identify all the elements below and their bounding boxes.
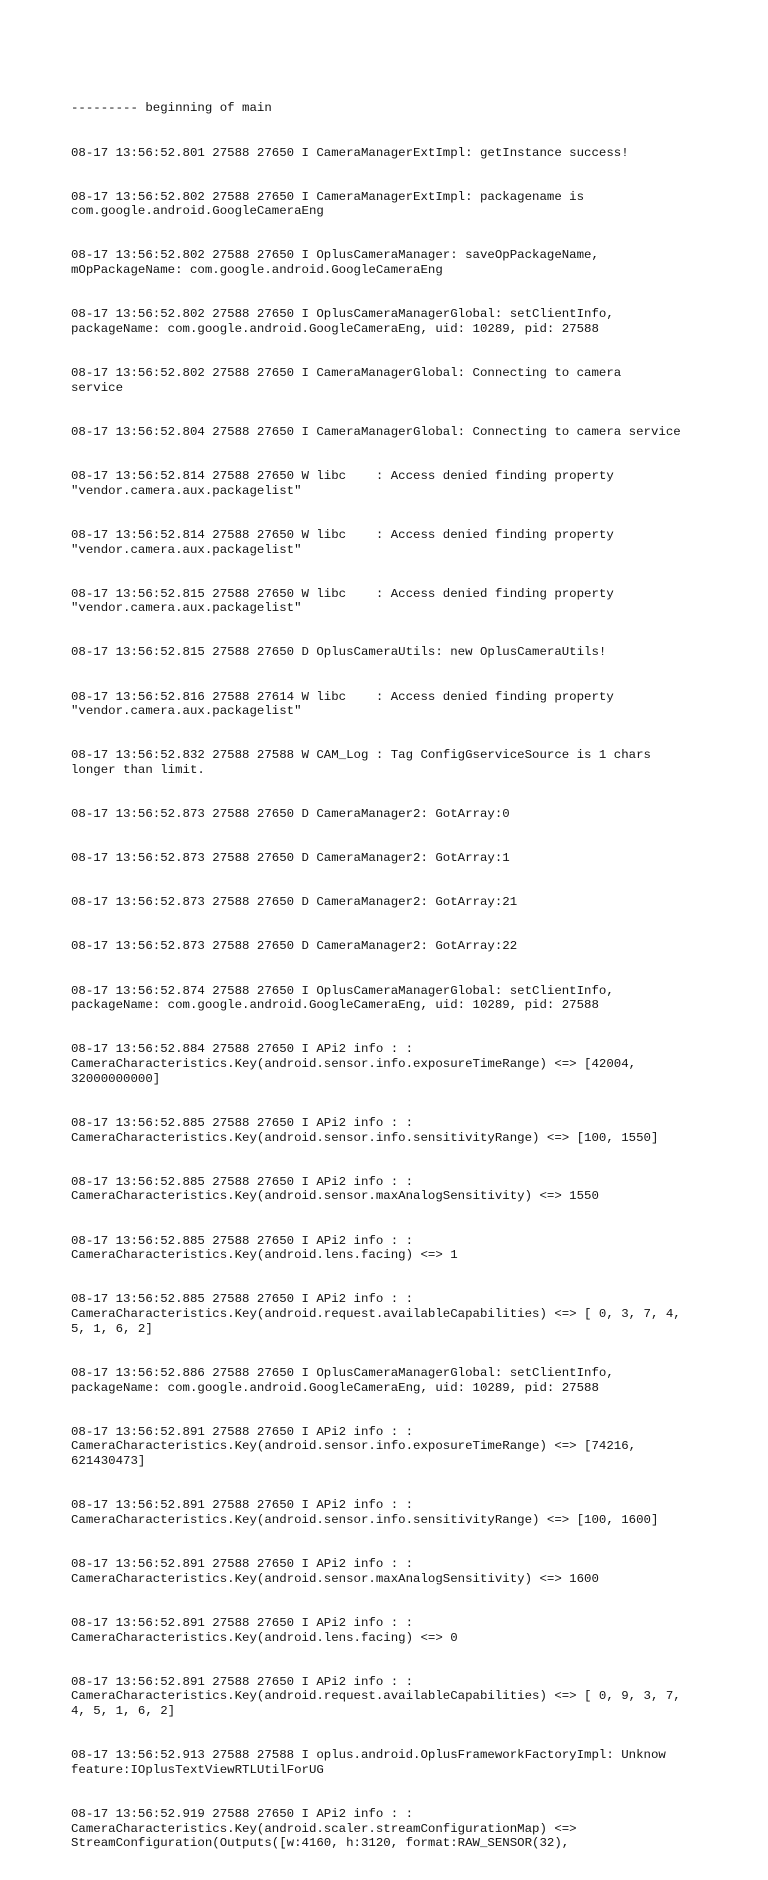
log-line: 08-17 13:56:52.884 27588 27650 I APi2 info : : CameraCharacteristics.Key(android.sensor.info.exposureTimeRange) <=> [42004, 32000000000] (71, 1042, 637, 1086)
log-line: 08-17 13:56:52.802 27588 27650 I OplusCameraManagerGlobal: setClientInfo, packageName: com.google.android.GoogleCameraEng, uid: 10289, pid: 27588 (71, 307, 614, 336)
log-line: 08-17 13:56:52.885 27588 27650 I APi2 info : : CameraCharacteristics.Key(android.request.availableCapabilities) <=> [ 0, 3, 7, 4, 5, 1, 6, 2] (71, 1292, 681, 1336)
log-line: 08-17 13:56:52.814 27588 27650 W libc : Access denied finding property "vendor.camera.aux.packagelist" (71, 468, 614, 498)
log-line: 08-17 13:56:52.891 27588 27650 I APi2 info : : CameraCharacteristics.Key(android.request.availableCapabilities) <=> [ 0, 9, 3, 7, 4, 5, 1, 6, 2] (71, 1674, 681, 1719)
log-line: 08-17 13:56:52.816 27588 27614 W libc : Access denied finding property "vendor.camera.aux.packagelist" (71, 689, 614, 719)
log-line: 08-17 13:56:52.802 27588 27650 I CameraManagerExtImpl: packagename is com.google.android.GoogleCameraEng (71, 189, 585, 219)
log-line: 08-17 13:56:52.802 27588 27650 I CameraManagerGlobal: Connecting to camera service (71, 366, 622, 395)
log-line: 08-17 13:56:52.891 27588 27650 I APi2 info : : CameraCharacteristics.Key(android.lens.facing) <=> 0 (71, 1615, 458, 1645)
log-line: 08-17 13:56:52.802 27588 27650 I OplusCameraManager: saveOpPackageName, mOpPackageName: com.google.android.GoogleCameraEng (71, 248, 599, 278)
log-line: 08-17 13:56:52.873 27588 27650 D CameraManager2: GotArray:0 (71, 807, 510, 822)
log-line: 08-17 13:56:52.832 27588 27588 W CAM_Log : Tag ConfigGserviceSource is 1 chars longer than limit. (71, 748, 651, 778)
log-line: 08-17 13:56:52.891 27588 27650 I APi2 info : : CameraCharacteristics.Key(android.sensor.info.exposureTimeRange) <=> [74216, 621430473] (71, 1424, 637, 1469)
log-line: 08-17 13:56:52.815 27588 27650 D OplusCameraUtils: new OplusCameraUtils! (71, 645, 607, 660)
logcat-output (71, 72, 701, 1880)
log-line: 08-17 13:56:52.804 27588 27650 I CameraManagerGlobal: Connecting to camera service (71, 424, 681, 439)
log-line: 08-17 13:56:52.885 27588 27650 I APi2 info : : CameraCharacteristics.Key(android.sensor.maxAnalogSensitivity) <=> 1550 (71, 1174, 599, 1204)
log-line: 08-17 13:56:52.885 27588 27650 I APi2 info : : CameraCharacteristics.Key(android.lens.facing) <=> 1 (71, 1233, 458, 1263)
log-line: 08-17 13:56:52.874 27588 27650 I OplusCameraManagerGlobal: setClientInfo, packageName: com.google.android.GoogleCameraEng, uid: 10289, pid: 27588 (71, 983, 614, 1013)
log-line: 08-17 13:56:52.891 27588 27650 I APi2 info : : CameraCharacteristics.Key(android.sensor.maxAnalogSensitivity) <=> 1600 (71, 1557, 599, 1586)
log-line: 08-17 13:56:52.886 27588 27650 I OplusCameraManagerGlobal: setClientInfo, packageName: com.google.android.GoogleCameraEng, uid: 10289, pid: 27588 (71, 1365, 614, 1395)
log-line: 08-17 13:56:52.885 27588 27650 I APi2 info : : CameraCharacteristics.Key(android.sensor.info.sensitivityRange) <=> [100, 1550] (71, 1115, 659, 1145)
log-line: 08-17 13:56:52.815 27588 27650 W libc : Access denied finding property "vendor.camera.aux.packagelist" (71, 586, 614, 616)
log-line: 08-17 13:56:52.919 27588 27650 I APi2 info : : CameraCharacteristics.Key(android.scaler.streamConfigurationMap) <=> StreamConfiguration(Outputs([w:4160, h:3120, format:RAW_SENSOR(32), (71, 1806, 577, 1851)
log-line: 08-17 13:56:52.873 27588 27650 D CameraManager2: GotArray:21 (71, 895, 518, 910)
log-line: 08-17 13:56:52.873 27588 27650 D CameraManager2: GotArray:22 (71, 939, 518, 954)
log-line: 08-17 13:56:52.891 27588 27650 I APi2 info : : CameraCharacteristics.Key(android.sensor.info.sensitivityRange) <=> [100, 1600] (71, 1498, 659, 1527)
log-line: 08-17 13:56:52.873 27588 27650 D CameraManager2: GotArray:1 (71, 851, 510, 866)
log-line: 08-17 13:56:52.801 27588 27650 I CameraManagerExtImpl: getInstance success! (71, 145, 629, 160)
log-line: 08-17 13:56:52.913 27588 27588 I oplus.android.OplusFrameworkFactoryImpl: Unknow feature:IOplusTextViewRTLUtilForUG (71, 1748, 666, 1777)
log-line: --------- beginning of main (71, 101, 272, 116)
log-line: 08-17 13:56:52.814 27588 27650 W libc : Access denied finding property "vendor.camera.aux.packagelist" (71, 527, 614, 557)
